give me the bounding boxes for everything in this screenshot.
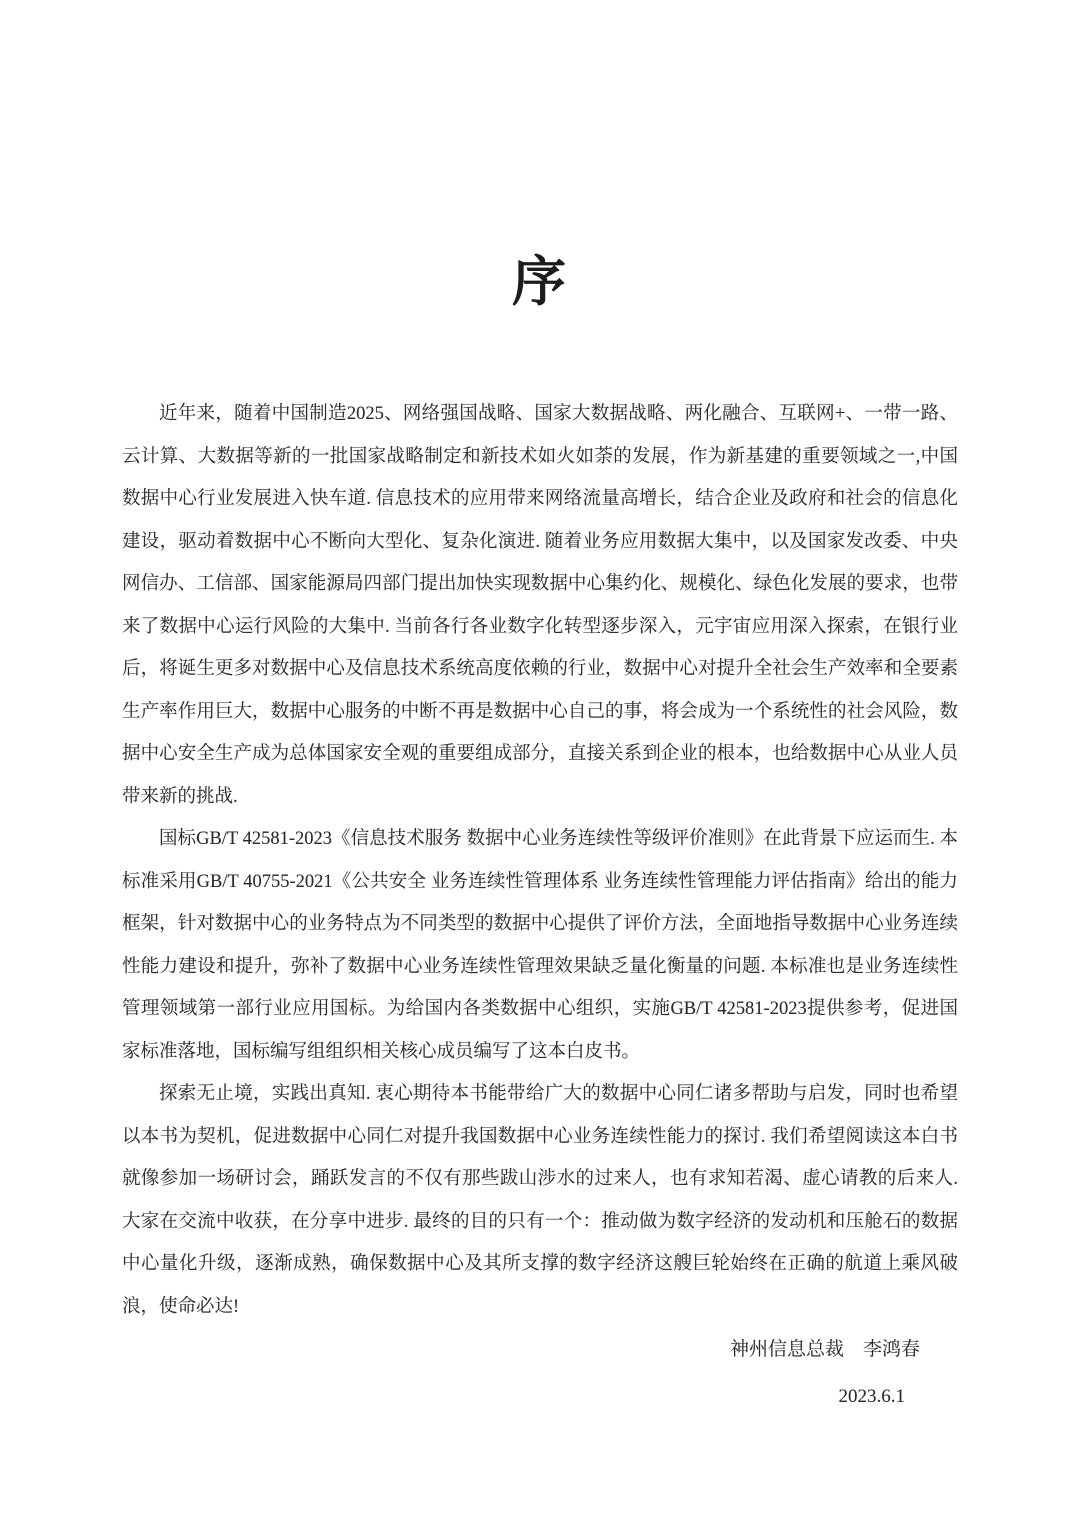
signature-date: 2023.6.1 (838, 1386, 905, 1407)
preface-paragraph-2: 国标GB/T 42581-2023《信息技术服务 数据中心业务连续性等级评价准则》在此背景下应运而生. 本标准采用GB/T 40755-2021《公共安全 业务连续性管理体系 业务连续性管理能力评估指南》给出的能力框架，针对数据中心的业务特点为不同类型的数据中心提供了评价方法，全面地指导数据中心业务连续性能力建设和提升，弥补了数据中心业务连续性管理效果缺乏量化衡量的问题. 本标准也是业务连续性管理领域第一部行业应用国标。为给国内各类数据中心组织，实施GB/T 42581-2023提供参考，促进国家标准落地，国标编写组组织相关核心成员编写了这本白皮书。 (122, 829, 958, 1062)
preface-paragraph-3: 探索无止境，实践出真知. 衷心期待本书能带给广大的数据中心同仁诸多帮助与启发，同时也希望以本书为契机，促进数据中心同仁对提升我国数据中心业务连续性能力的探讨. 我们希望阅读这本白书就像参加一场研讨会，踊跃发言的不仅有那些跋山涉水的过来人，也有求知若渴、虚心请教的后来人. 大家在交流中收获，在分享中进步. 最终的目的只有一个：推动做为数字经济的发动机和压舱石的数据中心量化升级，逐渐成熟，确保数据中心及其所支撑的数字经济这艘巨轮始终在正确的航道上乘风破浪，使命必达! (122, 1084, 958, 1317)
signature-author: 神州信息总裁 李鸿春 (729, 1339, 920, 1360)
preface-title: 序 (512, 252, 568, 312)
preface-body (122, 393, 958, 1328)
preface-paragraph-1: 近年来，随着中国制造2025、网络强国战略、国家大数据战略、两化融合、互联网+、一带一路、云计算、大数据等新的一批国家战略制定和新技术如火如荼的发展，作为新基建的重要领域之一,中国数据中心行业发展进入快车道. 信息技术的应用带来网络流量高增长，结合企业及政府和社会的信息化建设，驱动着数据中心不断向大型化、复杂化演进. 随着业务应用数据大集中，以及国家发改委、中央网信办、工信部、国家能源局四部门提出加快实现数据中心集约化、规模化、绿色化发展的要求，也带来了数据中心运行风险的大集中. 当前各行各业数字化转型逐步深入，元宇宙应用深入探索，在银行业后，将诞生更多对数据中心及信息技术系统高度依赖的行业，数据中心对提升全社会生产效率和全要素生产率作用巨大，数据中心服务的中断不再是数据中心自己的事，将会成为一个系统性的社会风险，数据中心安全生产成为总体国家安全观的重要组成部分，直接关系到企业的根本，也给数据中心从业人员带来新的挑战. (122, 404, 958, 807)
